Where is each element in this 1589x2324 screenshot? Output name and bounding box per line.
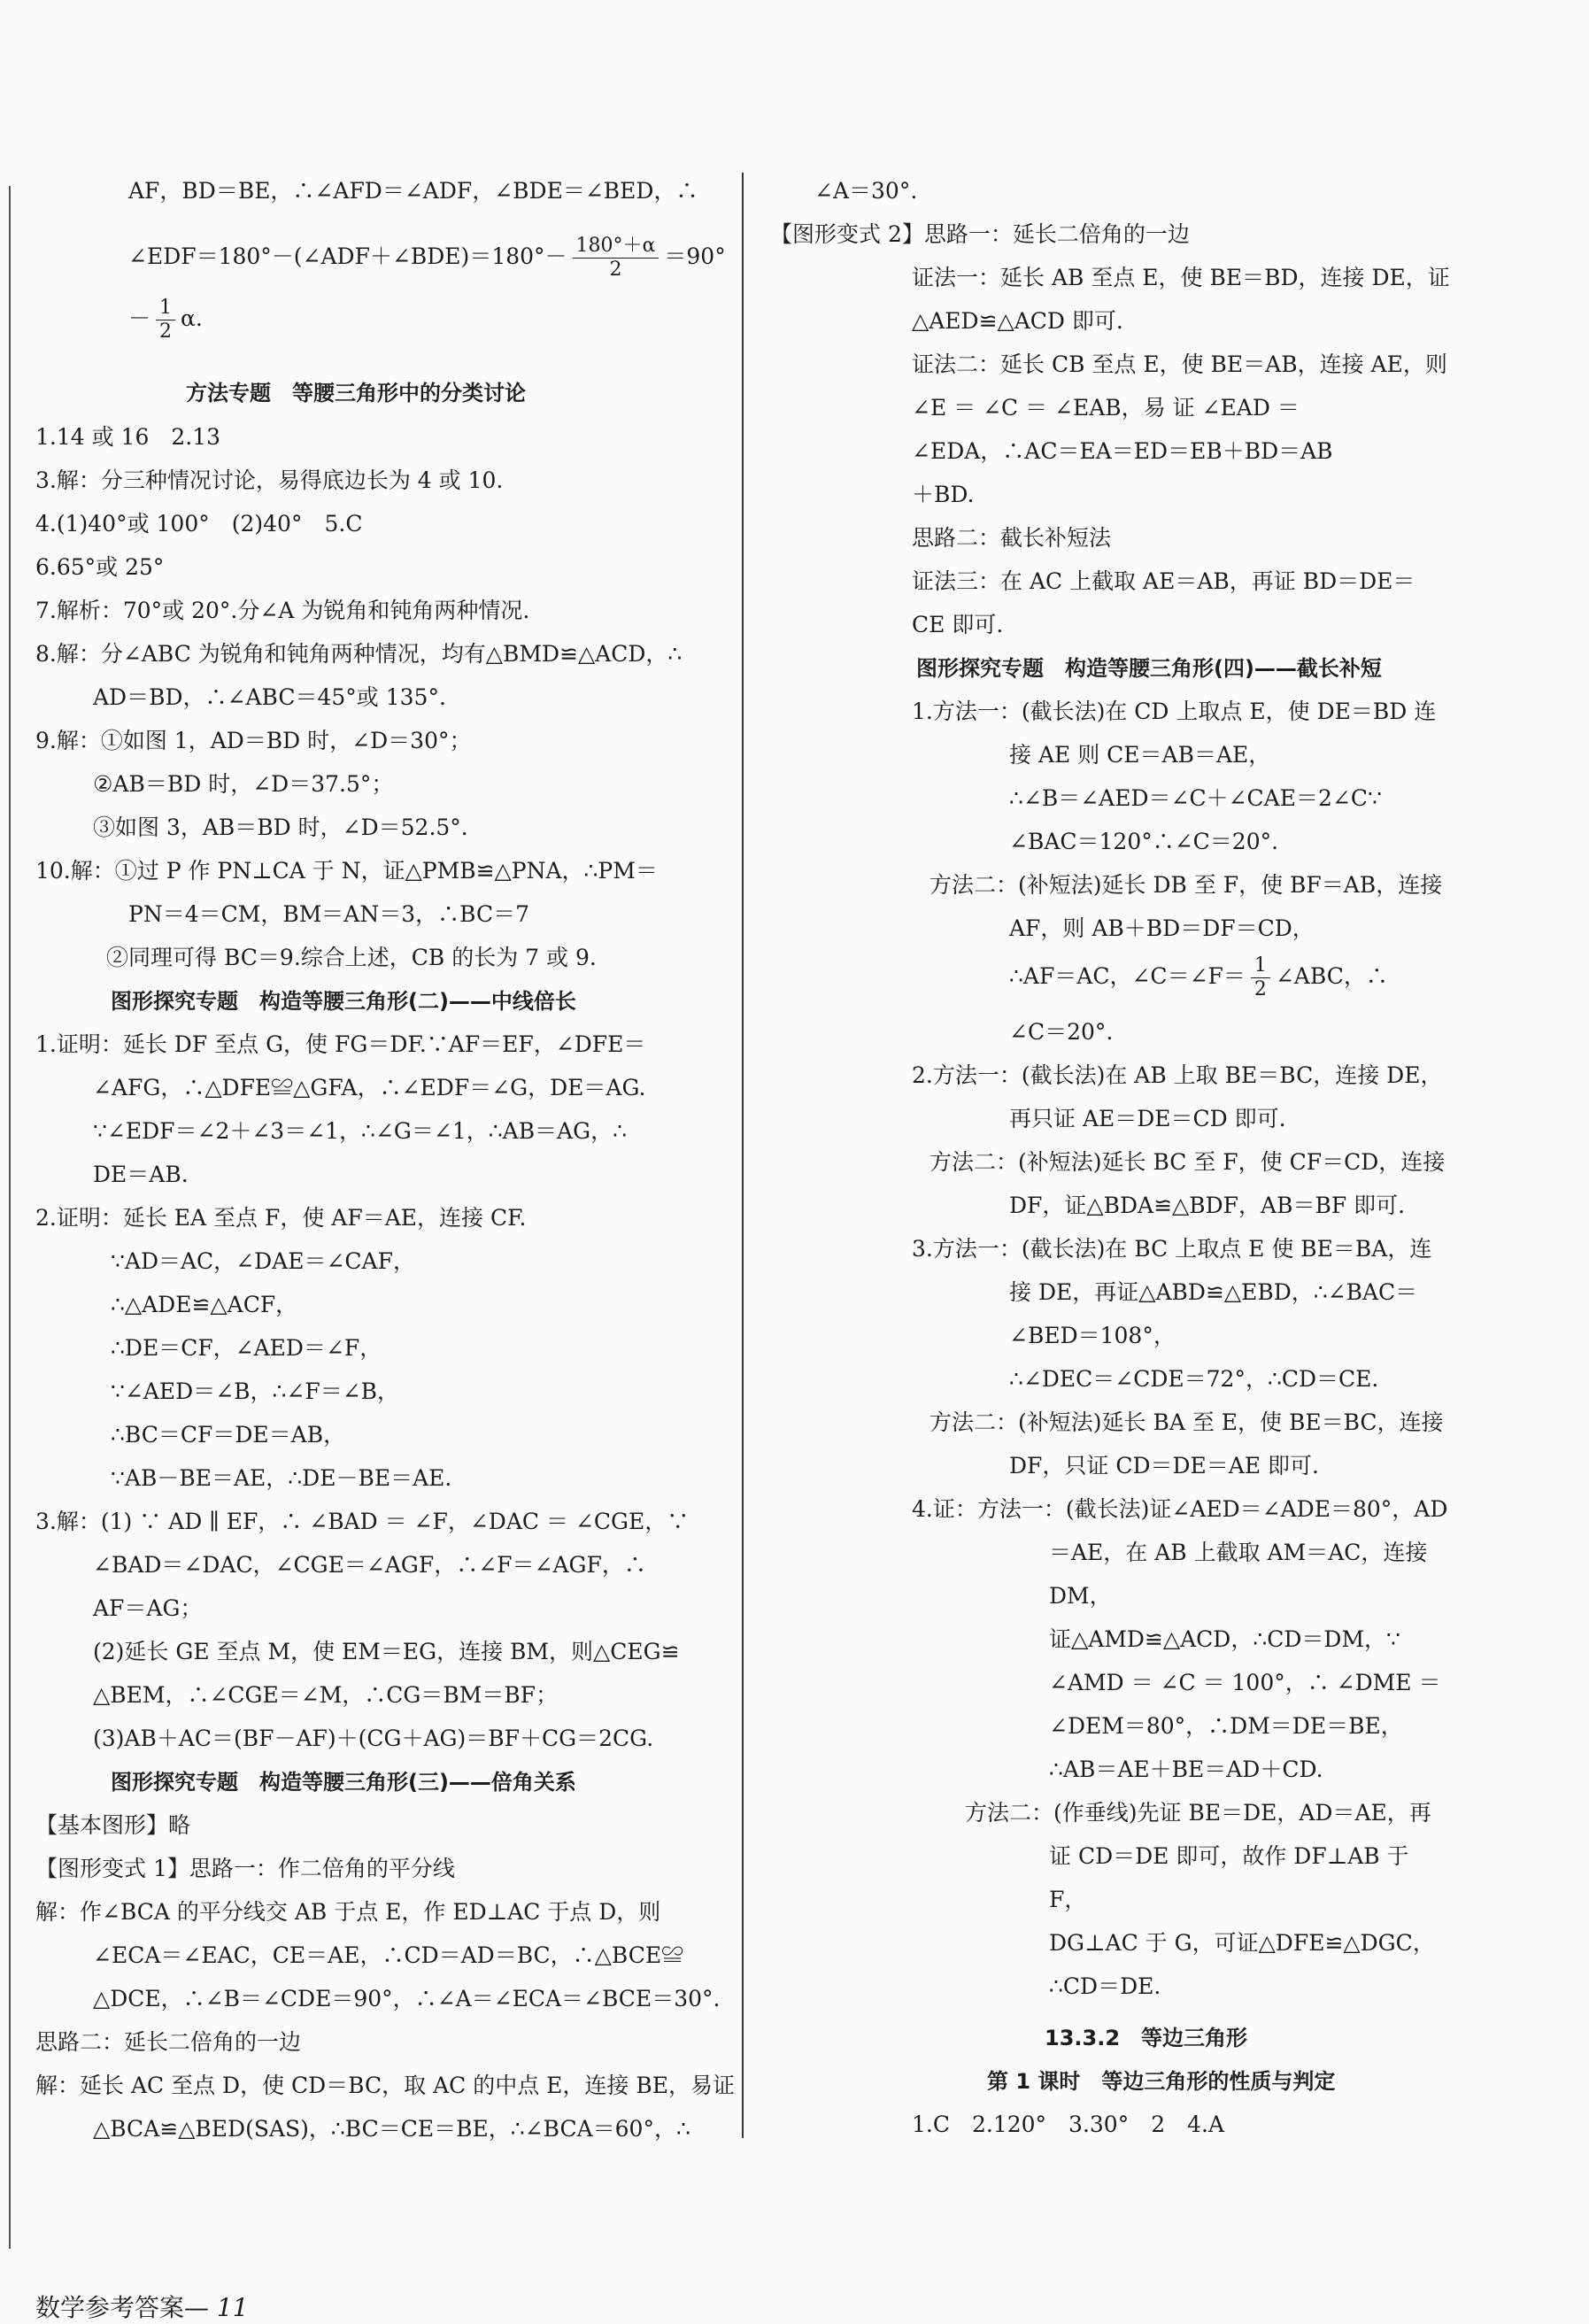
text-line: DF，只证 CD＝DE＝AE 即可. [1009, 1453, 1320, 1479]
text-line: ∠E ＝ ∠C ＝ ∠EAB，易 证 ∠EAD ＝ [912, 395, 1300, 421]
text-line: DF，证△BDA≌△BDF，AB＝BF 即可. [1009, 1193, 1406, 1218]
text-line: △BCA≌△BED(SAS)，∴BC＝CE＝BE，∴∠BCA＝60°，∴ [93, 2116, 690, 2142]
footer-dash: — [184, 2293, 210, 2322]
equation-line [128, 297, 203, 344]
text-segment: ＝90° [664, 243, 726, 269]
text-line: 【基本图形】略 [35, 1812, 191, 1838]
column-divider [742, 173, 744, 2138]
text-line: 思路二：截长补短法 [912, 525, 1112, 551]
text-line: ∵AB－BE＝AE，∴DE－BE＝AE. [111, 1465, 452, 1491]
text-line: 1.14 或 16 2.13 [35, 424, 221, 450]
text-line: ∵AD＝AC，∠DAE＝∠CAF， [111, 1248, 415, 1274]
fraction-numerator: 1 [1251, 954, 1270, 978]
text-line: ③如图 3，AB＝BD 时，∠D＝52.5°. [93, 815, 468, 840]
text-line: AF，BD＝BE，∴∠AFD＝∠ADF，∠BDE＝∠BED，∴ [128, 178, 698, 204]
text-segment: ∠EDF＝180°－(∠ADF＋∠BDE)＝180°－ [128, 243, 567, 269]
text-line: 证法二：延长 CB 至点 E，使 BE＝AB，连接 AE，则 [912, 351, 1447, 377]
text-line: 方法二：(作垂线)先证 BE＝DE，AD＝AE，再 [965, 1800, 1431, 1826]
text-line: 3.方法一：(截长法)在 BC 上取点 E 使 BE＝BA，连 [912, 1236, 1432, 1262]
section-heading: 13.3.2 等边三角形 [1045, 2026, 1248, 2050]
text-line: △AED≌△ACD 即可. [912, 308, 1123, 334]
text-line: ∠AFG，∴△DFE≌△GFA，∴∠EDF＝∠G，DE＝AG. [93, 1075, 646, 1100]
text-line: 证 CD＝DE 即可，故作 DF⊥AB 于 [1049, 1843, 1409, 1869]
text-line: 解：延长 AC 至点 D，使 CD＝BC，取 AC 的中点 E，连接 BE，易证 [35, 2073, 735, 2098]
page-footer [35, 2289, 249, 2324]
text-segment: － [128, 305, 151, 331]
text-line: (3)AB＋AC＝(BF－AF)＋(CG＋AG)＝BF＋CG＝2CG. [93, 1726, 654, 1751]
text-line: DM， [1049, 1583, 1112, 1609]
text-line: 【图形变式 1】思路一：作二倍角的平分线 [35, 1856, 455, 1881]
text-line: 接 AE 则 CE＝AB＝AE， [1009, 742, 1271, 768]
section-heading: 图形探究专题 构造等腰三角形(二)——中线倍长 [111, 989, 576, 1014]
fraction [1251, 954, 1270, 1001]
text-line: DE＝AB. [93, 1162, 189, 1187]
text-line: AD＝BD，∴∠ABC＝45°或 135°. [93, 684, 446, 710]
text-line: ∠BAD＝∠DAC，∠CGE＝∠AGF，∴∠F＝∠AGF，∴ [93, 1552, 646, 1578]
text-line: 解：作∠BCA 的平分线交 AB 于点 E，作 ED⊥AC 于点 D，则 [35, 1899, 661, 1925]
text-line: ∴DE＝CF，∠AED＝∠F， [111, 1335, 382, 1361]
text-line: ＝AE，在 AB 上截取 AM＝AC，连接 [1049, 1540, 1428, 1565]
text-line: △BEM，∴∠CGE＝∠M，∴CG＝BM＝BF； [93, 1682, 559, 1708]
text-line: 1.C 2.120° 3.30° 2 4.A [912, 2112, 1225, 2137]
section-heading: 第 1 课时 等边三角形的性质与判定 [987, 2069, 1336, 2094]
text-line: 证△AMD≌△ACD，∴CD＝DM，∵ [1049, 1626, 1400, 1652]
text-line: ∵∠AED＝∠B，∴∠F＝∠B， [111, 1378, 400, 1404]
fraction-numerator: 180°＋α [573, 235, 660, 259]
text-line: CE 即可. [912, 612, 1004, 637]
fraction-denominator: 2 [1253, 978, 1267, 1000]
equation-line [128, 235, 726, 282]
text-line: 3.解：(1) ∵ AD ∥ EF，∴ ∠BAD ＝ ∠F，∠DAC ＝ ∠CGE，∵ [35, 1509, 690, 1534]
text-line: 4.(1)40°或 100° (2)40° 5.C [35, 511, 363, 537]
fraction [156, 297, 175, 344]
text-line: ∴∠DEC＝∠CDE＝72°，∴CD＝CE. [1009, 1366, 1379, 1392]
fraction-denominator: 2 [609, 259, 622, 281]
equation-line [1009, 954, 1388, 1001]
section-heading: 图形探究专题 构造等腰三角形(三)——倍角关系 [111, 1770, 576, 1795]
text-line: 10.解：①过 P 作 PN⊥CA 于 N，证△PMB≌△PNA，∴PM＝ [35, 858, 658, 884]
fraction-denominator: 2 [159, 320, 173, 343]
fraction [573, 235, 660, 282]
text-line: 方法二：(补短法)延长 BC 至 F，使 CF＝CD，连接 [929, 1149, 1446, 1175]
text-line: 方法二：(补短法)延长 BA 至 E，使 BE＝BC，连接 [929, 1409, 1444, 1435]
page-number: 11 [216, 2293, 249, 2322]
text-line: 1.证明：延长 DF 至点 G，使 FG＝DF.∵AF＝EF，∠DFE＝ [35, 1031, 646, 1057]
text-line: AF，则 AB＋BD＝DF＝CD， [1009, 915, 1315, 941]
text-line: △DCE，∴∠B＝∠CDE＝90°，∴∠A＝∠ECA＝∠BCE＝30°. [93, 1986, 721, 2011]
text-line: 方法二：(补短法)延长 DB 至 F，使 BF＝AB，连接 [929, 872, 1443, 898]
text-segment: α. [181, 305, 203, 331]
text-line: AF＝AG； [93, 1595, 203, 1621]
text-line: ∠BED＝108°， [1009, 1323, 1176, 1348]
section-heading: 方法专题 等腰三角形中的分类讨论 [186, 381, 526, 405]
text-line: 2.方法一：(截长法)在 AB 上取 BE＝BC，连接 DE， [912, 1062, 1443, 1088]
text-line: 8.解：分∠ABC 为锐角和钝角两种情况，均有△BMD≌△ACD，∴ [35, 641, 683, 667]
text-segment: ∴AF＝AC，∠C＝∠F＝ [1009, 963, 1246, 989]
text-line: 证法一：延长 AB 至点 E，使 BE＝BD，连接 DE，证 [912, 265, 1450, 290]
margin-line [9, 186, 11, 2249]
text-line: 证法三：在 AC 上截取 AE＝AB，再证 BD＝DE＝ [912, 568, 1415, 594]
text-line: 7.解析：70°或 20°.分∠A 为锐角和钝角两种情况. [35, 598, 530, 623]
footer-label: 数学参考答案 [35, 2293, 185, 2322]
text-line: ∠DEM＝80°，∴DM＝DE＝BE， [1049, 1713, 1403, 1739]
text-line: F， [1049, 1887, 1087, 1912]
text-line: 接 DE，再证△ABD≌△EBD，∴∠BAC＝ [1009, 1279, 1418, 1305]
text-line: ②AB＝BD 时，∠D＝37.5°； [93, 771, 394, 797]
text-line: ∴BC＝CF＝DE＝AB， [111, 1422, 346, 1448]
text-line: ∴CD＝DE. [1049, 1973, 1161, 1999]
text-line: DG⊥AC 于 G，可证△DFE≌△DGC， [1049, 1930, 1435, 1956]
text-line: ∴AB＝AE＋BE＝AD＋CD. [1049, 1757, 1323, 1782]
text-line: 6.65°或 25° [35, 554, 165, 580]
text-line: 【图形变式 2】思路一：延长二倍角的一边 [770, 221, 1190, 247]
text-segment: ∠ABC，∴ [1275, 963, 1388, 989]
text-line: ∠BAC＝120°∴∠C＝20°. [1009, 829, 1279, 854]
text-line: 再只证 AE＝DE＝CD 即可. [1009, 1106, 1286, 1131]
text-line: ∴∠B＝∠AED＝∠C＋∠CAE＝2∠C∵ [1009, 785, 1382, 811]
text-line: 3.解：分三种情况讨论，易得底边长为 4 或 10. [35, 467, 504, 493]
text-line: ∠ECA＝∠EAC，CE＝AE，∴CD＝AD＝BC，∴△BCE≌ [93, 1942, 684, 1968]
text-line: ∠C＝20°. [1009, 1019, 1114, 1045]
text-line: PN＝4＝CM，BM＝AN＝3，∴BC＝7 [128, 901, 530, 927]
text-line: ②同理可得 BC＝9.综合上述，CB 的长为 7 或 9. [106, 945, 597, 970]
fraction-numerator: 1 [156, 297, 175, 320]
text-line: 4.证：方法一：(截长法)证∠AED＝∠ADE＝80°，AD [912, 1496, 1448, 1522]
text-line: 2.证明：延长 EA 至点 F，使 AF＝AE，连接 CF. [35, 1205, 527, 1231]
text-line: (2)延长 GE 至点 M，使 EM＝EG，连接 BM，则△CEG≌ [93, 1639, 680, 1664]
text-line: ∵∠EDF＝∠2＋∠3＝∠1，∴∠G＝∠1，∴AB＝AG，∴ [93, 1118, 627, 1144]
text-line: ∴△ADE≌△ACF， [111, 1292, 298, 1317]
text-line: ＋BD. [912, 482, 975, 507]
section-heading: 图形探究专题 构造等腰三角形(四)——截长补短 [916, 656, 1382, 681]
text-line: ∠AMD ＝ ∠C ＝ 100°，∴ ∠DME ＝ [1049, 1670, 1441, 1695]
text-line: ∠EDA，∴AC＝EA＝ED＝EB＋BD＝AB [912, 438, 1333, 464]
text-line: 9.解：①如图 1，AD＝BD 时，∠D＝30°； [35, 728, 472, 753]
text-line: ∠A＝30°. [814, 178, 918, 204]
text-line: 1.方法一：(截长法)在 CD 上取点 E，使 DE＝BD 连 [912, 699, 1437, 724]
text-line: 思路二：延长二倍角的一边 [35, 2029, 302, 2055]
